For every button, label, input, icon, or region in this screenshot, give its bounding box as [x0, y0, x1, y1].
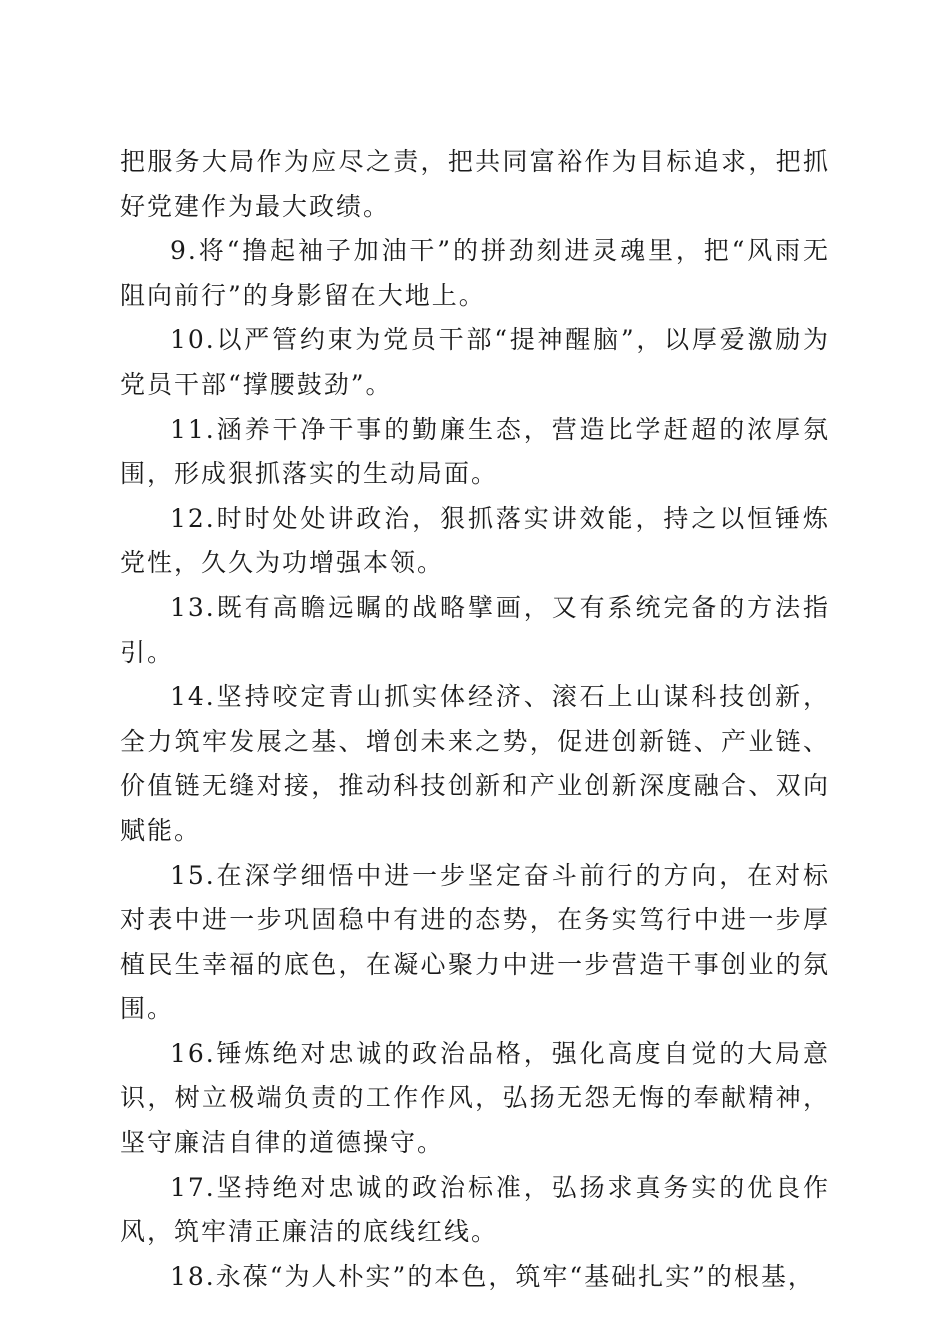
paragraph-item-11: 11.涵养干净干事的勤廉生态，营造比学赶超的浓厚氛围，形成狠抓落实的生动局面。 [120, 414, 830, 489]
paragraph-continuation: 把服务大局作为应尽之责，把共同富裕作为目标追求，把抓好党建作为最大政绩。 [120, 147, 830, 221]
paragraph-item-17: 17.坚持绝对忠诚的政治标准，弘扬求真务实的优良作风，筑牢清正廉洁的底线红线。 [120, 1172, 830, 1247]
paragraph-item-16: 16.锤炼绝对忠诚的政治品格，强化高度自觉的大局意识，树立极端负责的工作作风，弘扬无怨无悔的奉献精神，坚守廉洁自律的道德操守。 [120, 1038, 830, 1158]
paragraph-item-13: 13.既有高瞻远瞩的战略擘画，又有系统完备的方法指引。 [120, 592, 830, 667]
paragraph-item-10: 10.以严管约束为党员干部“提神醒脑”，以厚爱激励为党员干部“撑腰鼓劲”。 [120, 325, 830, 399]
paragraph-item-15: 15.在深学细悟中进一步坚定奋斗前行的方向，在对标对表中进一步巩固稳中有进的态势，在务实笃行中进一步厚植民生幸福的底色，在凝心聚力中进一步营造干事创业的氛围。 [120, 860, 830, 1024]
paragraph-item-9: 9.将“撸起袖子加油干”的拼劲刻进灵魂里，把“风雨无阻向前行”的身影留在大地上。 [120, 236, 830, 310]
paragraph-item-18: 18.永葆“为人朴实”的本色，筑牢“基础扎实”的根基， [170, 1261, 815, 1291]
paragraph-item-14: 14.坚持咬定青山抓实体经济、滚石上山谋科技创新，全力筑牢发展之基、增创未来之势，促进创新链、产业链、价值链无缝对接，推动科技创新和产业创新深度融合、双向赋能。 [120, 682, 830, 845]
paragraph-item-12: 12.时时处处讲政治，狠抓落实讲效能，持之以恒锤炼党性，久久为功增强本领。 [120, 503, 830, 578]
document-body [120, 140, 830, 1299]
